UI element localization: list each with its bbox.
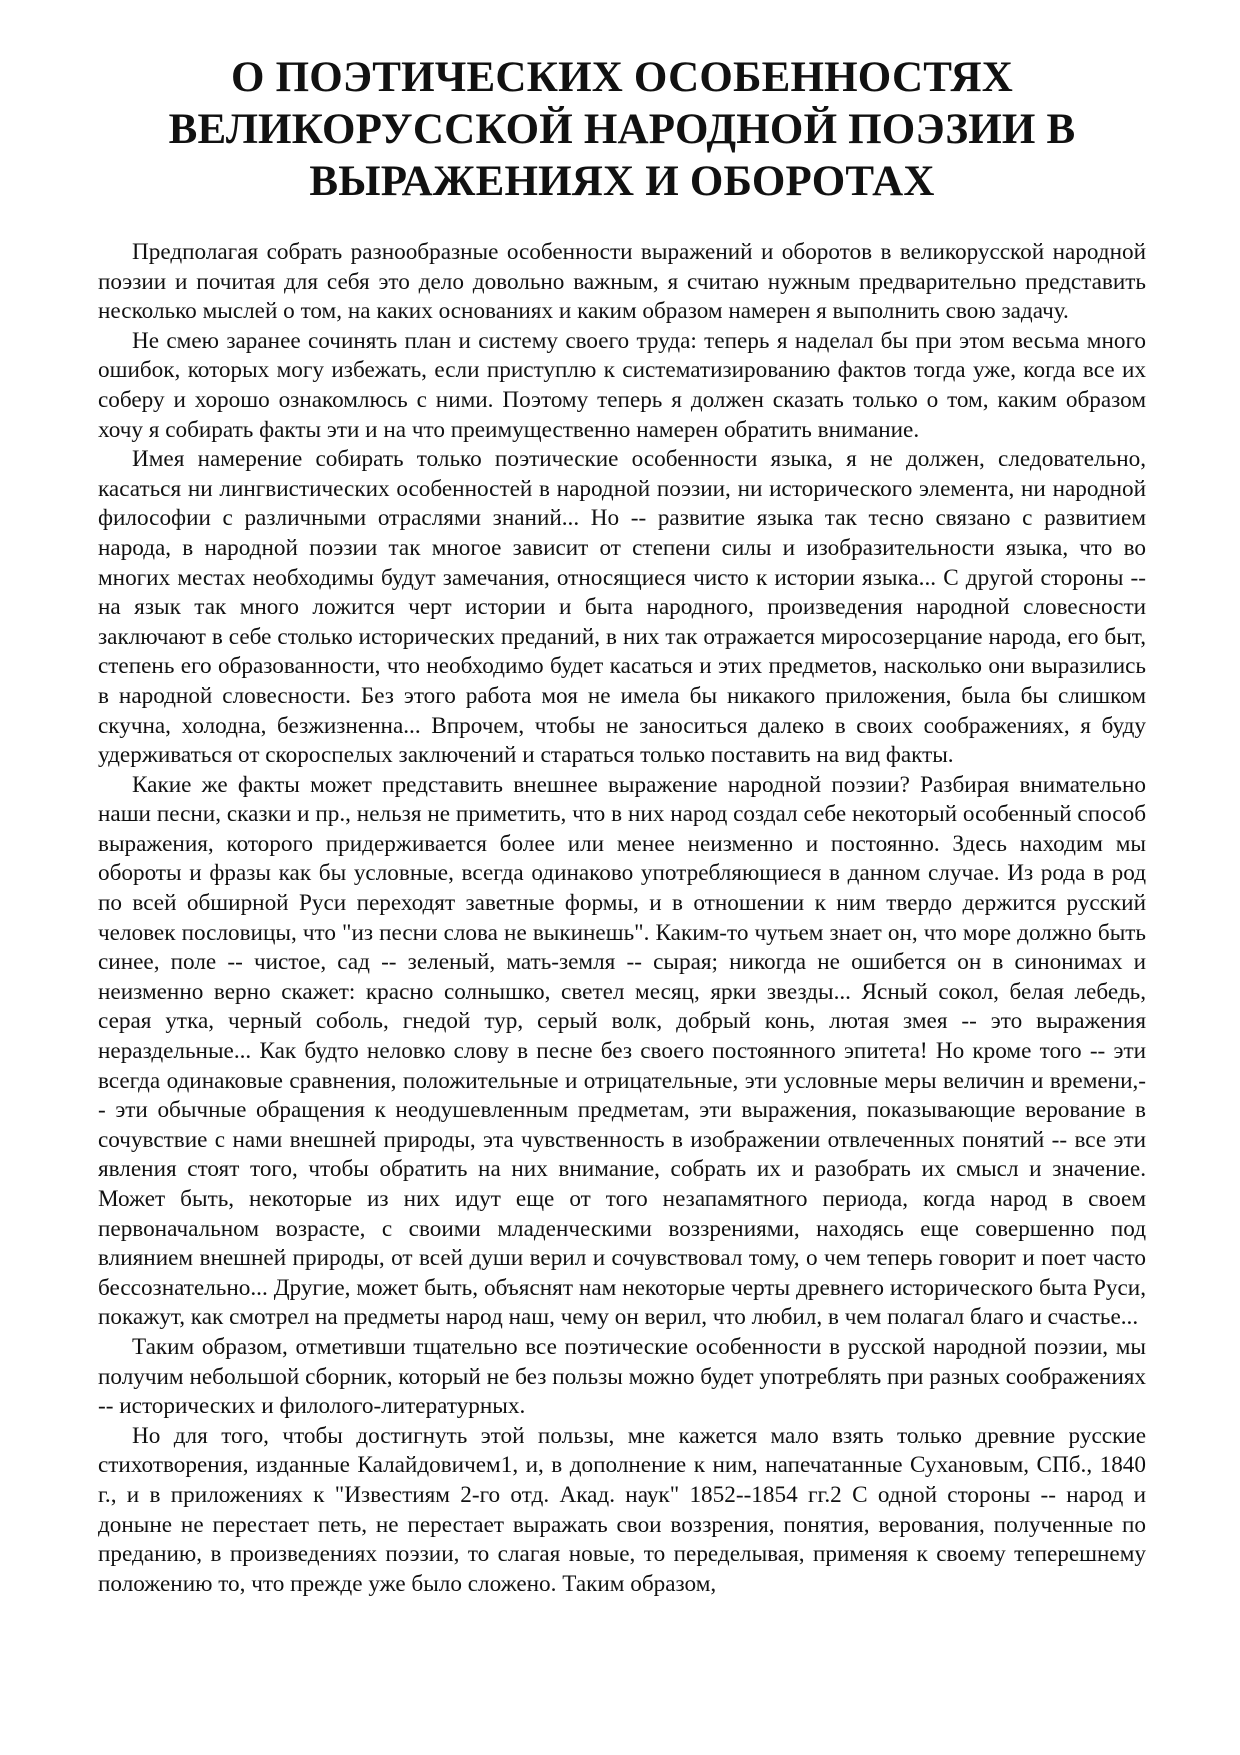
title-line: ВЕЛИКОРУССКОЙ НАРОДНОЙ ПОЭЗИИ В xyxy=(168,106,1076,153)
paragraph: Но для того, чтобы достигнуть этой пользы, мне кажется мало взять только древние русские стихотворения, изданные Калайдовичем1, и, в дополнение к ним, напечатанные Сухановым, СПб., 1840 г., и в приложениях к "Известиям 2-го отд. Акад. наук" 1852--1854 гг.2 С одной стороны -- народ и доныне не перестает петь, не перестает выражать свои воззрения, понятия, верования, полученные по преданию, в произведениях поэзии, то слагая новые, то переделывая, применяя к своему теперешнему положению то, что прежде уже было сложено. Таким образом, xyxy=(98,1422,1146,1597)
paragraph: Имея намерение собирать только поэтические особенности языка, я не должен, следовательно, касаться ни лингвистических особенностей в народной поэзии, ни исторического элемента, ни народной философии с различными отраслями знаний... Но -- развитие языка так тесно связано с развитием народа, в народной поэзии так многое зависит от степени силы и изобразительности языка, что во многих местах необходимы будут замечания, относящиеся чисто к истории языка... С другой стороны -- на язык так много ложится черт истории и быта народного, произведения народной словесности заключают в себе столько исторических преданий, в них так отражается миросозерцание народа, его быт, степень его образованности, что необходимо будет касаться и этих предметов, насколько они выразились в народной словесности. Без этого работа моя не имела бы никакого приложения, была бы слишком скучна, холодна, безжизненна... Впрочем, чтобы не заноситься далеко в своих соображениях, я буду удерживаться от скороспелых заключений и стараться только поставить на вид факты. xyxy=(98,446,1146,769)
document-title xyxy=(98,52,1146,208)
paragraph: Не смею заранее сочинять план и систему своего труда: теперь я наделал бы при этом весьма много ошибок, которых могу избежать, если приступлю к систематизированию фактов тогда уже, когда все их соберу и хорошо ознакомлюсь с ними. Поэтому теперь я должен сказать только о том, каким образом хочу я собирать факты эти и на что преимущественно намерен обратить внимание. xyxy=(98,327,1146,443)
paragraph: Предполагая собрать разнообразные особенности выражений и оборотов в великорусской народной поэзии и почитая для себя это дело довольно важным, я считаю нужным предварительно представить несколько мыслей о том, на каких основаниях и каким образом намерен я выполнить свою задачу. xyxy=(98,239,1146,325)
paragraph: Какие же факты может представить внешнее выражение народной поэзии? Разбирая внимательно наши песни, сказки и пр., нельзя не приметить, что в них народ создал себе некоторый особенный способ выражения, которого придерживается более или менее неизменно и постоянно. Здесь находим мы обороты и фразы как бы условные, всегда одинаково употребляющиеся в данном случае. Из рода в род по всей обширной Руси переходят заветные формы, и в отношении к ним твердо держится русский человек пословицы, что "из песни слова не выкинешь". Каким-то чутьем знает он, что море должно быть синее, поле -- чистое, сад -- зеленый, мать-земля -- сырая; никогда не ошибется он в синонимах и неизменно верно скажет: красно солнышко, светел месяц, ярки звезды... Ясный сокол, белая лебедь, серая утка, черный соболь, гнедой тур, серый волк, добрый конь, лютая змея -- это выражения нераздельные... Как будто неловко слову в песне без своего постоянного эпитета! Но кроме того -- эти всегда одинаковые сравнения, положительные и отрицательные, эти условные меры величин и времени,-- эти обычные обращения к неодушевленным предметам, эти выражения, показывающие верование в сочувствие с нами внешней природы, эта чувственность в изображении отвлеченных понятий -- все эти явления стоят того, чтобы обратить на них внимание, собрать их и разобрать их смысл и значение. Может быть, некоторые из них идут еще от того незапамятного периода, когда народ в своем первоначальном возрасте, с своими младенческими воззрениями, находясь еще совершенно под влиянием внешней природы, от всей души верил и сочувствовал тому, о чем теперь говорит и поет часто бессознательно... Другие, может быть, объяснят нам некоторые черты древнего исторического быта Руси, покажут, как смотрел на предметы народ наш, чему он верил, что любил, в чем полагал благо и счастье... xyxy=(98,771,1146,1331)
title-line: ВЫРАЖЕНИЯХ И ОБОРОТАХ xyxy=(309,158,935,205)
title-line: О ПОЭТИЧЕСКИХ ОСОБЕННОСТЯХ xyxy=(231,54,1013,101)
paragraph: Таким образом, отметивши тщательно все поэтические особенности в русской народной поэзии, мы получим небольшой сборник, который не без пользы можно будет употреблять при разных соображениях -- исторических и филолого-литературных. xyxy=(98,1333,1146,1420)
